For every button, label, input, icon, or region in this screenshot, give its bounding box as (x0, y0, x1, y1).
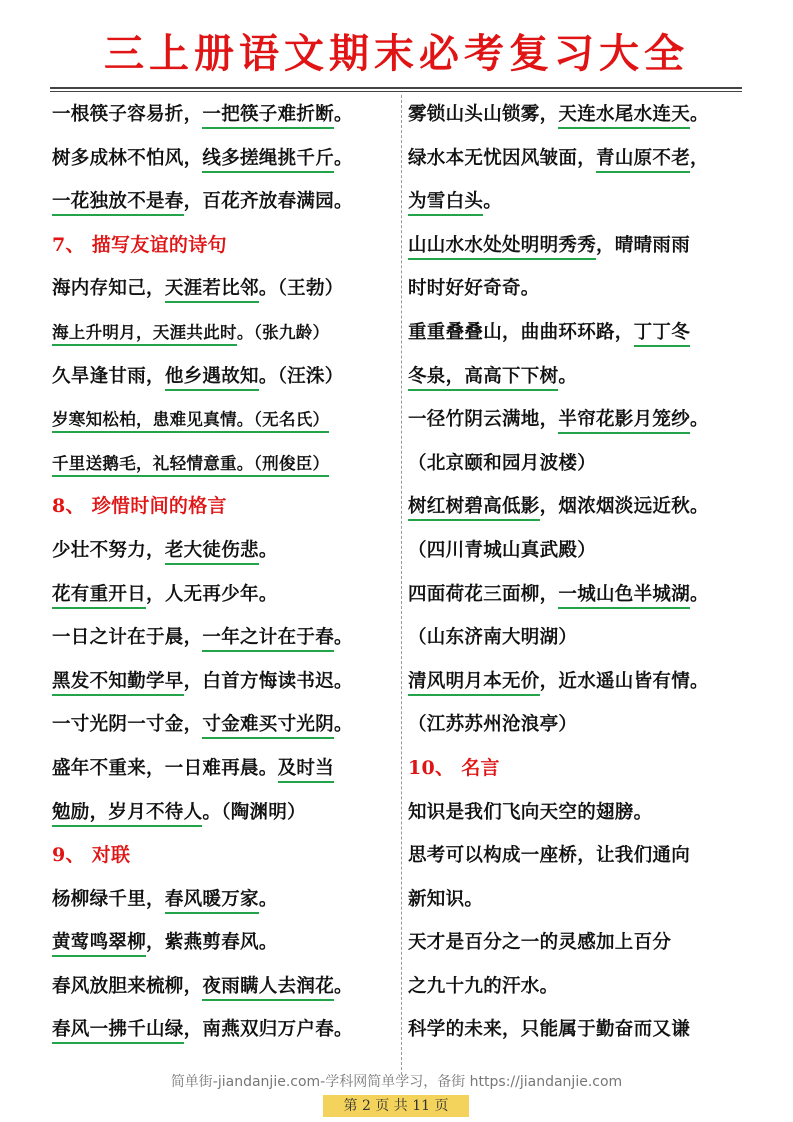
underlined-phrase: 丁丁冬 (634, 322, 690, 347)
text-segment: 8、 珍惜时间的格言 (52, 495, 227, 518)
text-segment: 知识是我们飞向天空的翅膀。 (408, 801, 653, 823)
underlined-phrase: 山山水水处处明明秀秀 (408, 235, 596, 260)
text-line (408, 224, 754, 268)
text-line (408, 180, 754, 224)
text-line (408, 93, 754, 137)
text-line (52, 616, 398, 660)
text-line (52, 355, 398, 399)
text-segment: 7、 描写友谊的诗句 (52, 233, 227, 256)
underlined-phrase: 清风明月本无价 (408, 671, 540, 696)
text-line (408, 616, 754, 660)
text-segment: ，晴晴雨雨 (596, 234, 691, 256)
column-divider (401, 95, 402, 1080)
text-line (408, 485, 754, 529)
text-line (408, 398, 754, 442)
title-divider-thin (50, 91, 742, 92)
watermark-url: 简单街-jiandanjie.com-学科网简单学习，备街 https://jiandanjie.com (170, 1074, 623, 1090)
underlined-phrase: 岁寒知松柏，患难见真情。（无名氏） (52, 410, 329, 433)
underlined-phrase: 青山原不老 (596, 148, 690, 173)
text-segment: 久旱逢甘雨， (52, 365, 165, 387)
underlined-phrase: 一花独放不是春 (52, 191, 184, 216)
text-segment: 树多成林不怕风， (52, 147, 203, 169)
text-segment: 一寸光阴一寸金， (52, 714, 203, 736)
underlined-phrase: 为雪白头 (408, 191, 483, 216)
underlined-phrase: 天涯若比邻 (165, 278, 259, 303)
underlined-phrase: 线多搓绳挑千斤 (202, 148, 334, 173)
page-number: 第 2 页 共 11 页 (323, 1095, 469, 1117)
right-column (408, 93, 754, 1052)
underlined-phrase: 黑发不知勤学早 (52, 671, 184, 696)
text-line (52, 398, 398, 442)
text-line (52, 93, 398, 137)
title-divider (50, 87, 742, 89)
text-segment: 。 (483, 191, 503, 213)
text-segment: 雾锁山头山锁雾， (408, 104, 559, 125)
underlined-phrase: 老大徒伤悲 (165, 540, 259, 565)
text-line (408, 878, 754, 922)
underlined-phrase: 一把筷子难折断 (202, 104, 334, 129)
text-segment: 。 (334, 714, 353, 736)
text-segment: 新知识。 (408, 888, 484, 910)
text-line (408, 660, 754, 704)
underlined-phrase: 及时当 (278, 758, 334, 783)
text-segment: 重重叠叠山，曲曲环环路， (408, 321, 634, 343)
left-column (52, 93, 398, 1052)
text-segment: 天才是百分之一的灵感加上百分 (408, 932, 672, 954)
text-line (408, 573, 754, 617)
underlined-phrase: 树红树碧高低影 (408, 496, 540, 521)
text-segment: 10、 名言 (408, 756, 500, 779)
underlined-phrase: 勉励，岁月不待人 (52, 802, 202, 827)
text-segment: ，百花齐放春满园。 (183, 191, 353, 213)
text-segment: 。（张九龄） (236, 322, 330, 342)
text-segment: 四面荷花三面柳， (408, 583, 559, 605)
text-line (52, 791, 398, 835)
text-line (52, 267, 398, 311)
text-line (52, 1008, 398, 1052)
underlined-phrase: 天连水尾水连天 (558, 104, 690, 129)
underlined-phrase: 海上升明月，天涯共此时 (52, 323, 237, 346)
text-line (52, 965, 398, 1009)
section-heading (408, 747, 754, 791)
text-segment: 。 (334, 975, 353, 997)
text-segment: 。 (258, 888, 278, 910)
underlined-phrase: 春风一拂千山绿 (52, 1019, 184, 1044)
page-title: 三上册语文期末必考复习大全 (104, 31, 689, 77)
text-line (52, 921, 398, 965)
text-segment: 。 (690, 583, 709, 605)
text-segment: 一日之计在于晨， (52, 627, 203, 649)
text-segment: 。（陶渊明） (202, 801, 306, 823)
text-segment: ，烟浓烟淡远近秋。 (539, 496, 709, 518)
text-line (52, 703, 398, 747)
underlined-phrase: 春风暖万家 (165, 889, 259, 914)
text-segment: 。 (690, 104, 709, 125)
underlined-phrase: 冬泉，高高下下树 (408, 366, 558, 391)
text-segment: （四川青城山真武殿） (408, 539, 597, 561)
text-segment: （江苏苏州沧浪亭） (408, 714, 578, 736)
text-line (52, 747, 398, 791)
text-segment: 绿水本无忧因风皱面， (408, 147, 597, 169)
text-segment: 杨柳绿千里， (52, 888, 165, 910)
text-line (408, 1008, 754, 1052)
text-line (52, 311, 398, 355)
text-line (52, 529, 398, 573)
text-segment: 春风放胆来梳柳， (52, 975, 203, 997)
text-segment: 。 (690, 409, 709, 431)
underlined-phrase: 他乡遇故知 (165, 366, 259, 391)
text-segment: 。 (258, 539, 278, 561)
text-line (52, 878, 398, 922)
text-segment: 一根筷子容易折， (52, 104, 203, 125)
text-segment: 。 (558, 365, 578, 387)
text-line (408, 791, 754, 835)
text-line (408, 137, 754, 181)
underlined-phrase: 千里送鹅毛，礼轻情意重。（刑俊臣） (52, 454, 329, 477)
text-line (408, 921, 754, 965)
underlined-phrase: 寸金难买寸光阴 (202, 714, 334, 739)
underlined-phrase: 一城山色半城湖 (558, 584, 690, 609)
text-segment: 时时好好奇奇。 (408, 278, 540, 300)
text-segment: 。 (334, 104, 353, 125)
text-segment: 之九十九的汗水。 (408, 975, 559, 997)
text-line (52, 180, 398, 224)
underlined-phrase: 黄莺鸣翠柳 (52, 932, 146, 957)
underlined-phrase: 一年之计在于春 (202, 627, 334, 652)
underlined-phrase: 花有重开日 (52, 584, 146, 609)
text-segment: 一径竹阴云满地， (408, 409, 559, 431)
section-heading (52, 485, 398, 529)
text-segment: 。（王勃） (258, 278, 344, 300)
text-segment: ，近水遥山皆有情。 (539, 670, 709, 692)
text-line (408, 311, 754, 355)
text-segment: 。 (334, 147, 353, 169)
text-line (52, 660, 398, 704)
section-heading (52, 224, 398, 268)
text-segment: 科学的未来，只能属于勤奋而又谦 (408, 1019, 691, 1041)
text-line (408, 703, 754, 747)
text-segment: 。（汪洙） (258, 365, 344, 387)
text-segment: ，南燕双归万户春。 (183, 1019, 353, 1041)
text-segment: （北京颐和园月波楼） (408, 452, 597, 474)
text-segment: ， (690, 147, 709, 169)
text-segment: ，白首方悔读书迟。 (183, 670, 353, 692)
text-line (408, 965, 754, 1009)
text-line (408, 355, 754, 399)
text-line (408, 442, 754, 486)
text-segment: 盛年不重来，一日难再晨。 (52, 757, 278, 779)
text-segment: ，人无再少年。 (146, 583, 278, 605)
text-segment: 9、 对联 (52, 844, 131, 867)
text-segment: 。 (334, 627, 353, 649)
text-line (408, 529, 754, 573)
text-line (408, 834, 754, 878)
section-heading (52, 834, 398, 878)
underlined-phrase: 半帘花影月笼纱 (558, 409, 690, 434)
text-line (52, 137, 398, 181)
text-line (52, 442, 398, 486)
text-segment: 思考可以构成一座桥，让我们通向 (408, 845, 691, 867)
text-segment: ，紫燕剪春风。 (146, 932, 278, 954)
text-line (408, 267, 754, 311)
text-segment: （山东济南大明湖） (408, 627, 578, 649)
underlined-phrase: 夜雨瞒人去润花 (202, 976, 334, 1001)
text-segment: 少壮不努力， (52, 539, 165, 561)
text-segment: 海内存知己， (52, 278, 165, 300)
text-line (52, 573, 398, 617)
